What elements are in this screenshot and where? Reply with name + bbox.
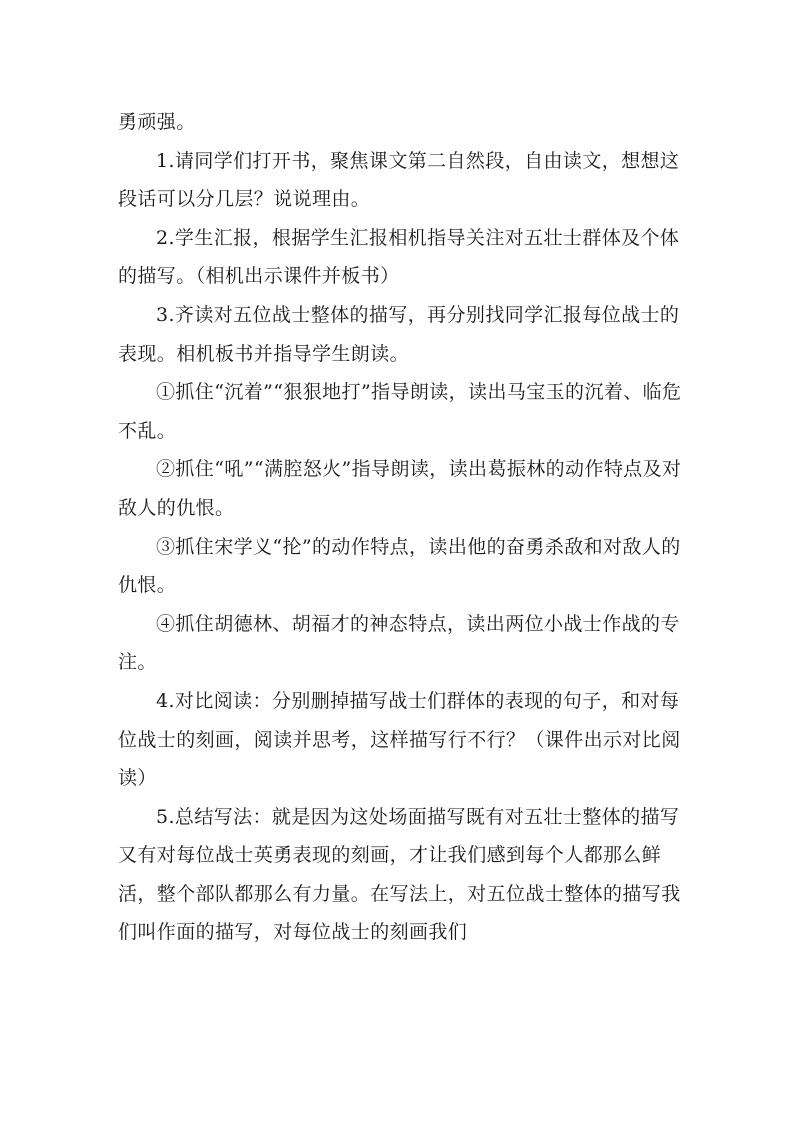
paragraph-continuation: 勇顽强。 [118,111,196,133]
paragraph-sub-1: ①抓住“沉着”“狠狠地打”指导朗读，读出马宝玉的沉着、临危不乱。 [118,381,682,442]
document-body [118,103,688,952]
paragraph-step-2: 2.学生汇报，根据学生汇报相机指导关注对五壮士群体及个体的描写。（相机出示课件并板书） [118,226,680,288]
paragraph-step-4: 4.对比阅读：分别删掉描写战士们群体的表现的句子，和对每位战士的刻画，阅读并思考，这样描写行不行？（课件出示对比阅读） [118,689,681,790]
paragraph-sub-2: ②抓住“吼”“满腔怒火”指导朗读，读出葛振林的动作特点及对敌人的仇恨。 [118,458,682,519]
paragraph-sub-3: ③抓住宋学义“抡”的动作特点，读出他的奋勇杀敌和对敌人的仇恨。 [118,535,681,597]
paragraph-step-1: 1.请同学们打开书，聚焦课文第二自然段，自由读文，想想这段话可以分几层？说说理由。 [118,149,680,211]
paragraph-sub-4: ④抓住胡德林、胡福才的神态特点，读出两位小战士作战的专注。 [118,612,680,674]
paragraph-step-5: 5.总结写法：就是因为这处场面描写既有对五壮士整体的描写又有对每位战士英勇表现的刻画，才让我们感到每个人都那么鲜活，整个部队都那么有力量。在写法上，对五位战士整体的描写我们叫作面的描写，对每位战士的刻画我们 [118,805,681,944]
paragraph-step-3: 3.齐读对五位战士整体的描写，再分别找同学汇报每位战士的表现。相机板书并指导学生朗读。 [118,303,680,365]
